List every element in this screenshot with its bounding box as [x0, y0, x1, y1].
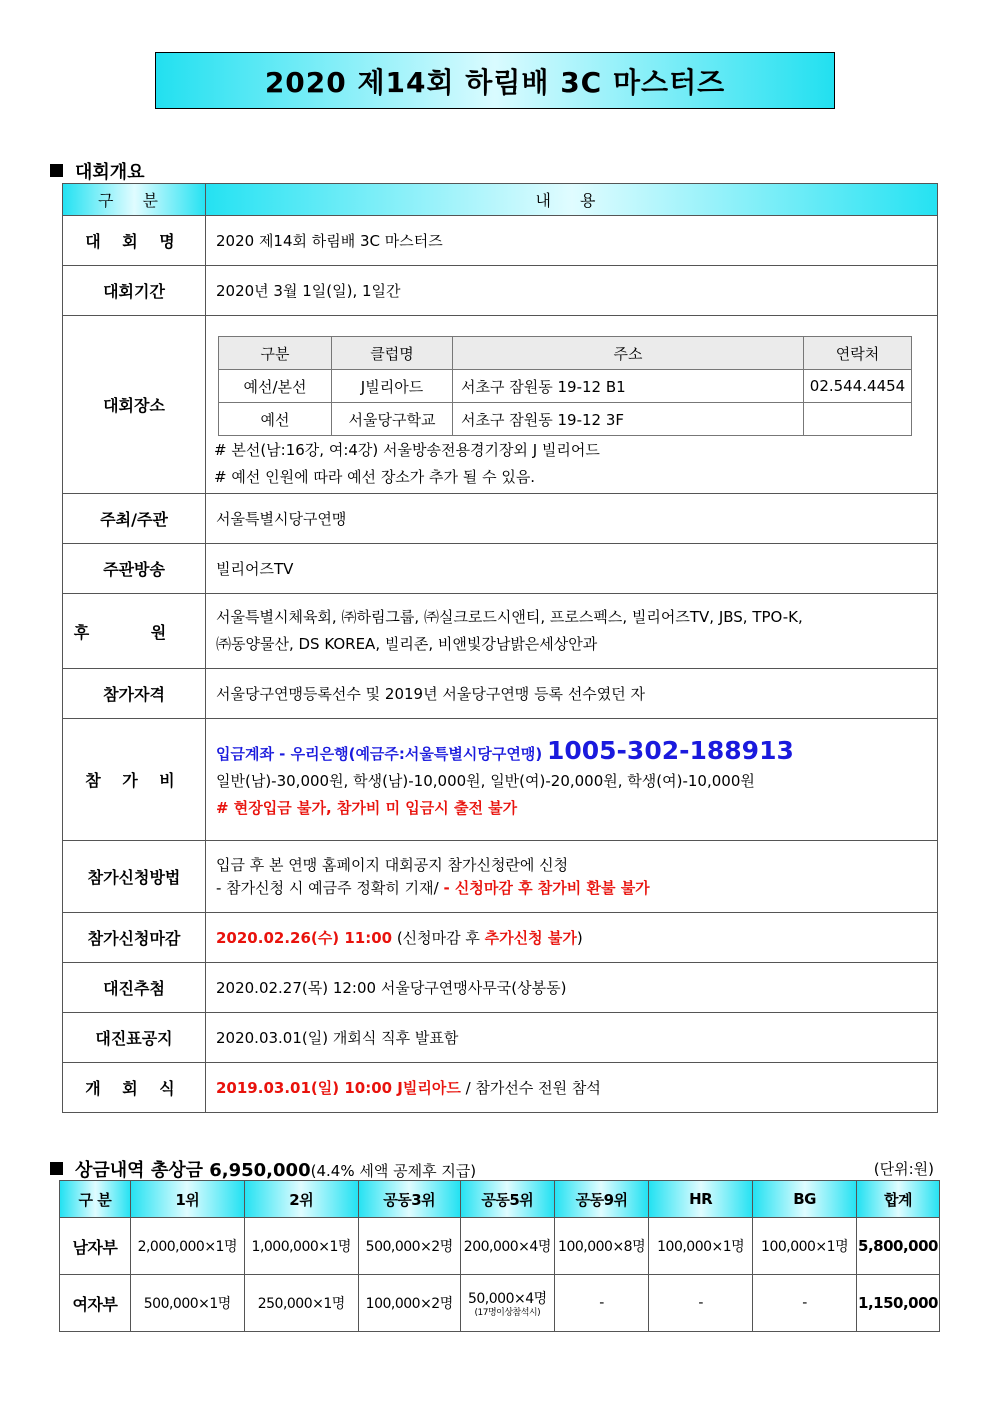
row-label-period: 대회기간 — [63, 266, 206, 316]
prize-row-female — [60, 1275, 940, 1332]
row-value-name: 2020 제14회 하림배 3C 마스터즈 — [206, 216, 938, 266]
row-value-bracket: 2020.03.01(일) 개회식 직후 발표함 — [206, 1013, 938, 1063]
sponsor-line-1: 서울특별시체육회, ㈜하림그룹, ㈜실크로드시앤티, 프로스펙스, 빌리어즈TV, JBS, TPO-K, — [216, 608, 803, 626]
fee-account-number: 1005-302-188913 — [546, 736, 794, 765]
venue-cell: 예선 — [219, 403, 332, 436]
venue-table — [218, 336, 912, 436]
prize-cell: 1,000,000×1명 — [244, 1218, 358, 1275]
row-value-deadline — [206, 913, 938, 963]
prize-head: 구 분 — [60, 1181, 131, 1218]
row-value-fee — [206, 719, 938, 841]
row-value-sponsor — [206, 594, 938, 669]
venue-head-type: 구분 — [219, 337, 332, 370]
page-title: 2020 제14회 하림배 3C 마스터즈 — [155, 52, 835, 109]
prize-head: BG — [753, 1181, 857, 1218]
venue-head-club: 클럽명 — [332, 337, 453, 370]
row-label-deadline: 참가신청마감 — [63, 913, 206, 963]
row-value-period: 2020년 3월 1일(일), 1일간 — [206, 266, 938, 316]
prize-cell: 250,000×1명 — [244, 1275, 358, 1332]
apply-line-2-text: - 참가신청 시 예금주 정확히 기재/ — [216, 878, 444, 897]
row-value-apply — [206, 841, 938, 913]
row-label-eligibility: 참가자격 — [63, 669, 206, 719]
venue-cell: 서초구 잠원동 19-12 3F — [453, 403, 804, 436]
venue-row — [219, 403, 912, 436]
prize-cell: - — [554, 1275, 648, 1332]
venue-cell: 서울당구학교 — [332, 403, 453, 436]
prize-head: 공동9위 — [554, 1181, 648, 1218]
prize-table — [59, 1180, 940, 1332]
prize-cell: 500,000×2명 — [358, 1218, 460, 1275]
square-bullet-icon — [50, 1162, 63, 1175]
prize-head: 1위 — [130, 1181, 244, 1218]
prize-cell-joint5 — [460, 1275, 554, 1332]
row-label-apply: 참가신청방법 — [63, 841, 206, 913]
prize-cell: - — [753, 1275, 857, 1332]
row-label-broadcast: 주관방송 — [63, 544, 206, 594]
venue-cell — [804, 403, 912, 436]
row-value-opening — [206, 1063, 938, 1113]
section-title: 대회개요 — [75, 162, 145, 183]
prize-head: HR — [649, 1181, 753, 1218]
deadline-warning: 추가신청 불가 — [484, 929, 577, 947]
venue-cell: 서초구 잠원동 19-12 B1 — [453, 370, 804, 403]
fee-account-prefix: 입금계좌 - 우리은행(예금주:서울특별시당구연맹) — [216, 745, 543, 763]
overview-table — [62, 183, 938, 1113]
header-category: 구 분 — [63, 184, 206, 216]
unit-label: (단위:원) — [873, 1160, 934, 1178]
row-label-bracket: 대진표공지 — [63, 1013, 206, 1063]
venue-note-2: # 예선 인원에 따라 예선 장소가 추가 될 수 있음. — [214, 468, 536, 486]
venue-cell: 02.544.4454 — [804, 370, 912, 403]
opening-datetime: 2019.03.01(일) 10:00 J빌리아드 — [216, 1079, 461, 1097]
prize-row-male — [60, 1218, 940, 1275]
apply-line-1: 입금 후 본 연맹 홈페이지 대회공지 참가신청란에 신청 — [216, 855, 569, 874]
prize-cell: 여자부 — [60, 1275, 131, 1332]
row-value-draw: 2020.02.27(목) 12:00 서울당구연맹사무국(상봉동) — [206, 963, 938, 1013]
opening-note: / 참가선수 전원 참석 — [460, 1079, 601, 1097]
venue-row — [219, 370, 912, 403]
prize-cell: 남자부 — [60, 1218, 131, 1275]
row-label-name: 대 회 명 — [63, 216, 206, 266]
sponsor-line-2: ㈜동양물산, DS KOREA, 빌리존, 비앤빛강남밝은세상안과 — [216, 635, 598, 653]
section-heading-overview — [50, 158, 145, 184]
row-label-fee: 참 가 비 — [63, 719, 206, 841]
prize-cell-value: 50,000×4명 — [467, 1291, 547, 1307]
fee-amounts: 일반(남)-30,000원, 학생(남)-10,000원, 일반(여)-20,000원, 학생(여)-10,000원 — [216, 772, 755, 790]
row-label-sponsor: 후 원 — [63, 594, 206, 669]
venue-cell: J빌리아드 — [332, 370, 453, 403]
fee-warning: # 현장입금 불가, 참가비 미 입금시 출전 불가 — [216, 799, 518, 817]
prize-head: 공동3위 — [358, 1181, 460, 1218]
row-label-venue: 대회장소 — [63, 316, 206, 494]
fee-account — [216, 737, 936, 768]
header-content: 내 용 — [206, 184, 938, 216]
row-value-venue — [206, 316, 938, 494]
prize-cell-note: (17명이상참석시) — [474, 1308, 541, 1318]
row-value-host: 서울특별시당구연맹 — [206, 494, 938, 544]
venue-head-address: 주소 — [453, 337, 804, 370]
apply-refund-warning: - 신청마감 후 참가비 환불 불가 — [443, 878, 650, 897]
deadline-mid: (신청마감 후 — [392, 929, 485, 947]
row-label-opening: 개 회 식 — [63, 1063, 206, 1113]
prize-cell: 100,000×1명 — [649, 1218, 753, 1275]
deadline-date: 2020.02.26(수) 11:00 — [216, 929, 393, 947]
prize-head: 합계 — [857, 1181, 940, 1218]
apply-line-2 — [216, 877, 936, 900]
prize-total: 1,150,000 — [857, 1275, 940, 1332]
venue-note-1: # 본선(남:16강, 여:4강) 서울방송전용경기장외 J 빌리어드 — [214, 441, 600, 459]
venue-cell: 예선/본선 — [219, 370, 332, 403]
prize-cell: 100,000×8명 — [554, 1218, 648, 1275]
prize-cell: - — [649, 1275, 753, 1332]
prize-head: 공동5위 — [460, 1181, 554, 1218]
row-value-broadcast: 빌리어즈TV — [206, 544, 938, 594]
deadline-close: ) — [576, 929, 583, 947]
prize-total: 5,800,000 — [857, 1218, 940, 1275]
row-label-host: 주최/주관 — [63, 494, 206, 544]
prize-section-subtitle: (4.4% 세액 공제후 지급) — [310, 1162, 477, 1180]
prize-cell: 200,000×4명 — [460, 1218, 554, 1275]
square-bullet-icon — [50, 164, 63, 177]
prize-cell: 100,000×2명 — [358, 1275, 460, 1332]
row-label-draw: 대진추첨 — [63, 963, 206, 1013]
prize-head: 2위 — [244, 1181, 358, 1218]
venue-head-contact: 연락처 — [804, 337, 912, 370]
row-value-eligibility: 서울당구연맹등록선수 및 2019년 서울당구연맹 등록 선수였던 자 — [206, 669, 938, 719]
prize-cell: 500,000×1명 — [130, 1275, 244, 1332]
prize-cell: 100,000×1명 — [753, 1218, 857, 1275]
prize-section-title: 상금내역 총상금 6,950,000 — [75, 1160, 311, 1181]
prize-cell: 2,000,000×1명 — [130, 1218, 244, 1275]
section-heading-prize — [50, 1156, 476, 1182]
